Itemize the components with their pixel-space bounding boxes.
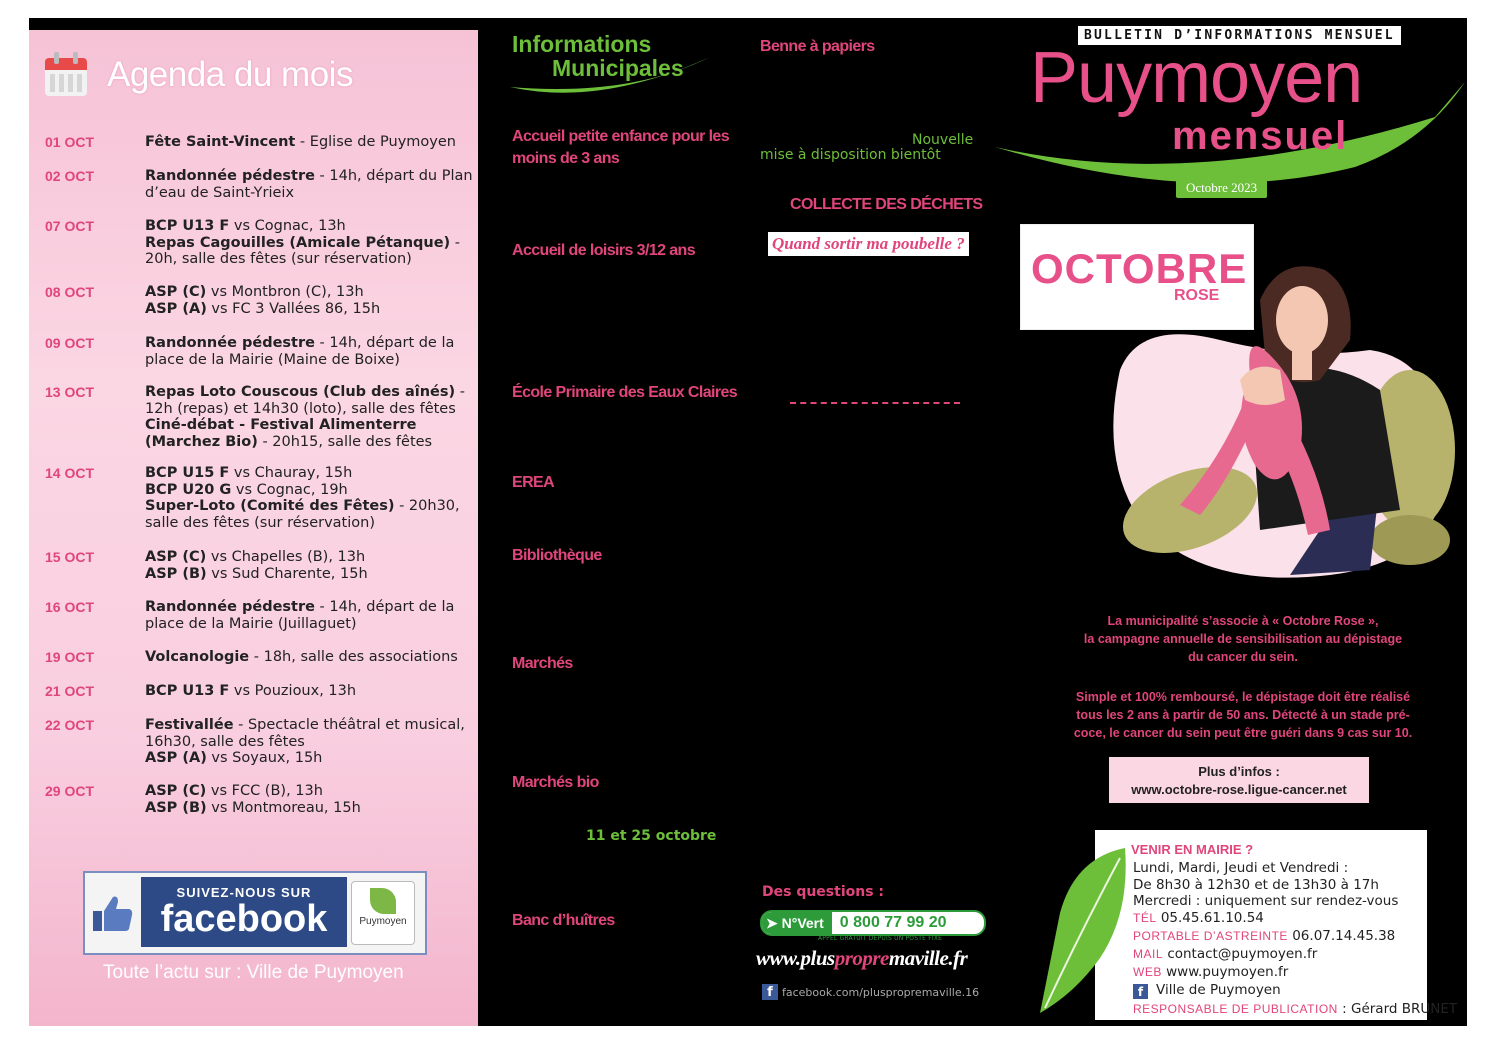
agenda-date: 14 OCT xyxy=(45,465,95,481)
agenda-date: 19 OCT xyxy=(45,649,95,665)
agenda-event xyxy=(145,783,475,816)
agenda-date: 08 OCT xyxy=(45,284,95,300)
agenda-row xyxy=(45,335,475,368)
agenda-panel xyxy=(29,30,478,1026)
mairie-mail[interactable]: MAIL contact@puymoyen.fr xyxy=(1133,946,1318,962)
appel-gratuit: APPEL GRATUIT DEPUIS UN POSTE FIXE xyxy=(818,935,943,942)
facebook-icon: f xyxy=(1133,984,1148,999)
agenda-event-line: BCP U15 F vs Chauray, 15h xyxy=(145,465,353,481)
agenda-event xyxy=(145,549,475,582)
agenda-date: 29 OCT xyxy=(45,783,95,799)
rose-word: ROSE xyxy=(1174,287,1220,304)
phone-arrow-icon: ➤ xyxy=(766,915,778,931)
numero-vert[interactable] xyxy=(760,910,986,936)
agenda-event-line: ASP (C) vs Chapelles (B), 13h xyxy=(145,549,366,565)
agenda-title: Agenda du mois xyxy=(107,55,353,94)
agenda-event xyxy=(145,134,475,151)
masthead-subtitle: mensuel xyxy=(1172,114,1349,158)
mairie-days: Lundi, Mardi, Jeudi et Vendredi : xyxy=(1133,860,1349,876)
agenda-event-line: BCP U20 G vs Cognac, 19h xyxy=(145,481,348,498)
agenda-event-line: BCP U13 F vs Cognac, 13h xyxy=(145,218,346,234)
agenda-event-line: ASP (A) vs Soyaux, 15h xyxy=(145,750,323,766)
municipal-title: Informations Municipales xyxy=(512,31,684,81)
mairie-wednesday: Mercredi : uniquement sur rendez-vous xyxy=(1133,893,1399,909)
agenda-event-line: salle des fêtes (sur réservation) xyxy=(145,514,375,531)
agenda-event-line: Randonnée pédestre - 14h, départ de la xyxy=(145,335,455,351)
agenda-event xyxy=(145,683,475,700)
agenda-date: 16 OCT xyxy=(45,599,95,615)
bulletin-label: BULLETIN D’INFORMATIONS MENSUEL xyxy=(1078,26,1401,45)
town-logo: Puymoyen xyxy=(351,881,415,945)
dashed-divider xyxy=(790,402,960,404)
agenda-event xyxy=(145,599,475,632)
plus-infos-box[interactable] xyxy=(1109,757,1369,803)
agenda-row xyxy=(45,717,475,767)
agenda-event-line: place de la Mairie (Maine de Boixe) xyxy=(145,351,400,368)
agenda-event xyxy=(145,218,475,268)
numero-vert-label: ➤ N°Vert xyxy=(762,912,832,934)
agenda-row xyxy=(45,168,475,201)
mairie-hours: De 8h30 à 12h30 et de 13h30 à 17h xyxy=(1133,877,1379,893)
agenda-date: 01 OCT xyxy=(45,134,95,150)
facebook-wordmark: facebook xyxy=(160,898,328,940)
agenda-row xyxy=(45,465,475,531)
poubelle-heading: Quand sortir ma poubelle ? xyxy=(768,232,969,256)
octobre-word: OCTOBRE xyxy=(1031,245,1248,292)
agenda-row xyxy=(45,218,475,268)
leaf-icon xyxy=(370,888,396,914)
facebook-banner[interactable] xyxy=(83,871,427,955)
agenda-event xyxy=(145,717,475,767)
agenda-row xyxy=(45,549,475,582)
pluspropremaville-link[interactable]: www.pluspropremaville.fr xyxy=(756,946,968,970)
agenda-event-line: Randonnée pédestre - 14h, départ de la xyxy=(145,599,455,615)
agenda-event-line: ASP (C) vs Montbron (C), 13h xyxy=(145,284,364,300)
section-marches-bio: Marchés bio xyxy=(512,774,599,791)
nouvelle-text: Nouvelle xyxy=(912,132,974,148)
pluspropremaville-facebook[interactable]: f facebook.com/pluspropremaville.16 xyxy=(762,984,979,1000)
facebook-caption: Toute l’actu sur : Ville de Puymoyen xyxy=(103,962,404,983)
agenda-date: 13 OCT xyxy=(45,384,95,400)
plus-infos-label: Plus d’infos : xyxy=(1198,764,1280,779)
agenda-event-line: Repas Cagouilles (Amicale Pétanque) - xyxy=(145,234,461,251)
agenda-event-line: BCP U13 F vs Pouzioux, 13h xyxy=(145,683,357,699)
thumbs-up-icon xyxy=(91,893,135,933)
agenda-date: 09 OCT xyxy=(45,335,95,351)
agenda-event-line: 20h, salle des fêtes (sur réservation) xyxy=(145,251,412,267)
agenda-row xyxy=(45,783,475,816)
agenda-event-line: ASP (B) vs Sud Charente, 15h xyxy=(145,565,368,582)
agenda-row xyxy=(45,683,475,700)
agenda-date: 21 OCT xyxy=(45,683,95,699)
section-bibliotheque: Bibliothèque xyxy=(512,547,602,564)
green-leaf-icon xyxy=(1030,843,1130,1013)
agenda-event-line: Fête Saint-Vincent - Eglise de Puymoyen xyxy=(145,134,456,150)
agenda-event-line: Volcanologie - 18h, salle des associations xyxy=(145,649,458,665)
section-banc-huitres: Banc d’huîtres xyxy=(512,912,615,929)
pink-ribbon-illustration xyxy=(1080,260,1460,590)
section-loisirs: Accueil de loisirs 3/12 ans xyxy=(512,242,696,259)
agenda-date: 22 OCT xyxy=(45,717,95,733)
agenda-event xyxy=(145,168,475,201)
agenda-row xyxy=(45,134,475,151)
agenda-event-line: ASP (C) vs FCC (B), 13h xyxy=(145,783,323,799)
mairie-responsable: RESPONSABLE DE PUBLICATION : Gérard BRUNET xyxy=(1133,1001,1458,1017)
agenda-row xyxy=(45,284,475,317)
section-petite-enfance: Accueil petite enfance pour les moins de 3 ans xyxy=(512,128,730,167)
agenda-event-line: (Marchez Bio) - 20h15, salle des fêtes xyxy=(145,433,433,450)
numero-vert-number: 0 800 77 99 20 xyxy=(839,914,947,931)
agenda-event-line: 12h (repas) et 14h30 (loto), salle des fêtes xyxy=(145,400,456,417)
agenda-event-line: Festivallée - Spectacle théâtral et musical, xyxy=(145,717,465,733)
agenda-event xyxy=(145,649,475,666)
agenda-row xyxy=(45,649,475,666)
agenda-event-line: place de la Mairie (Juillaguet) xyxy=(145,615,357,632)
section-marches: Marchés xyxy=(512,655,573,672)
facebook-label xyxy=(141,877,347,947)
calendar-icon xyxy=(45,52,87,98)
agenda-event-line: ASP (A) vs FC 3 Vallées 86, 15h xyxy=(145,300,381,317)
benne-title: Benne à papiers xyxy=(760,38,875,55)
agenda-event-line: Repas Loto Couscous (Club des aînés) - xyxy=(145,384,465,400)
mairie-title: VENIR EN MAIRIE ? xyxy=(1131,842,1254,857)
mairie-web[interactable]: WEB www.puymoyen.fr xyxy=(1133,964,1289,980)
agenda-row xyxy=(45,384,475,450)
agenda-header xyxy=(45,52,353,98)
green-swoosh xyxy=(510,52,715,102)
agenda-date: 07 OCT xyxy=(45,218,95,234)
rose-paragraph-2: Simple et 100% remboursé, le dépistage doit être réalisé tous les 2 ans à partir de 50 ans. Détecté à un stade pré- coce, le cancer du sein peut être guéri dans 9 cas sur 10. xyxy=(1073,690,1413,740)
agenda-event-line: ASP (B) vs Montmoreau, 15h xyxy=(145,799,361,816)
agenda-date: 15 OCT xyxy=(45,549,95,565)
agenda-event-line: 16h30, salle des fêtes xyxy=(145,733,305,750)
mairie-facebook[interactable]: f Ville de Puymoyen xyxy=(1133,982,1281,999)
marches-bio-dates: 11 et 25 octobre xyxy=(586,828,717,844)
collecte-title: COLLECTE DES DÉCHETS xyxy=(790,196,983,213)
section-ecole: École Primaire des Eaux Claires xyxy=(512,384,738,401)
agenda-date: 02 OCT xyxy=(45,168,95,184)
mairie-box xyxy=(1095,830,1458,1020)
plus-infos-url[interactable]: www.octobre-rose.ligue-cancer.net xyxy=(1131,782,1347,797)
follow-text: SUIVEZ-NOUS SUR xyxy=(176,885,312,900)
rose-paragraph-1: La municipalité s’associe à « Octobre Rose », la campagne annuelle de sensibilisation au dépistage du cancer du sein. xyxy=(1083,614,1403,664)
mairie-phone[interactable]: TÉL 05.45.61.10.54 xyxy=(1133,910,1264,926)
mise-disposition-text: mise à disposition bientôt xyxy=(760,147,941,163)
agenda-event xyxy=(145,335,475,368)
agenda-event-line: Super-Loto (Comité des Fêtes) - 20h30, xyxy=(145,498,460,514)
agenda-row xyxy=(45,599,475,632)
masthead-title: Puymoyen xyxy=(1030,38,1363,118)
agenda-event-line: d’eau de Saint-Yrieix xyxy=(145,184,295,201)
questions-label: Des questions : xyxy=(762,884,885,900)
mairie-astreinte[interactable]: PORTABLE D’ASTREINTE 06.07.14.45.38 xyxy=(1133,928,1396,944)
agenda-event xyxy=(145,284,475,317)
agenda-event xyxy=(145,465,475,531)
facebook-icon: f xyxy=(762,984,778,1000)
section-erea: EREA xyxy=(512,474,555,491)
agenda-event-line: Randonnée pédestre - 14h, départ du Plan xyxy=(145,168,473,184)
agenda-event-line: Ciné-débat - Festival Alimenterre xyxy=(145,417,417,433)
agenda-event xyxy=(145,384,475,450)
issue-badge: Octobre 2023 xyxy=(1176,178,1267,198)
